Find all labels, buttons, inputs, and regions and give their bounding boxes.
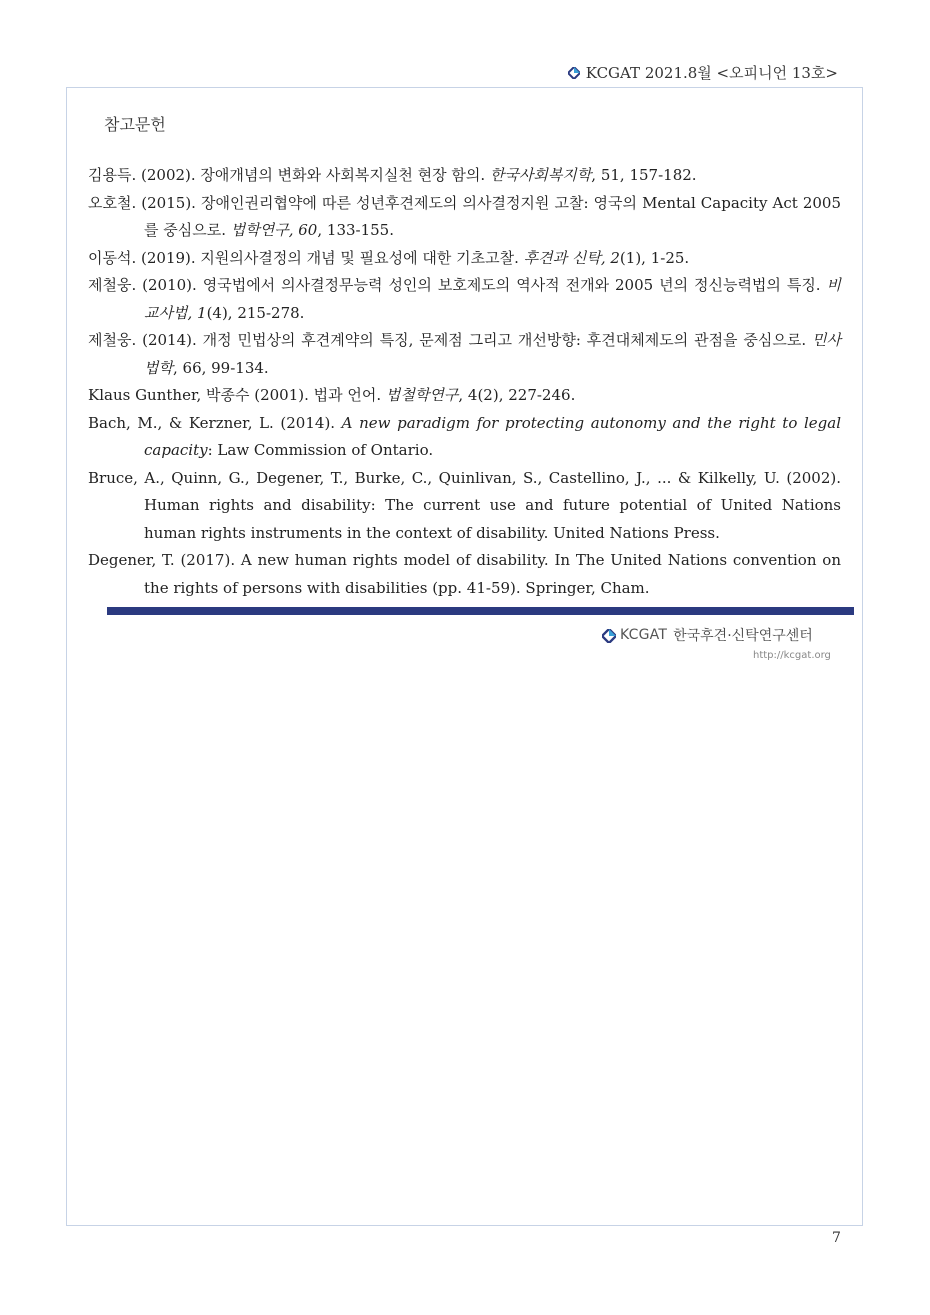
reference-item: Bach, M., & Kerzner, L. (2014). A new paradigm for protecting autonomy and the right to legal capacity: Law Commission of Ontario. [88,413,841,459]
reference-item: 김용득. (2002). 장애개념의 변화와 사회복지실천 현장 함의. 한국사회복지학, 51, 157-182. [88,166,697,184]
reference-item: 이동석. (2019). 지원의사결정의 개념 및 필요성에 대한 기초고찰. 후견과 신탁, 2(1), 1-25. [88,248,690,267]
page-header [568,62,838,83]
diamond-logo-icon [568,67,580,79]
reference-item: Degener, T. (2017). A new human rights model of disability. In The United Nations convention on the rights of persons with disabilities (pp. 41-59). Springer, Cham. [88,551,841,597]
reference-item: 오호철. (2015). 장애인권리협약에 따른 성년후견제도의 의사결정지원 고찰: 영국의 Mental Capacity Act 2005를 중심으로. 법학연구, 60, 133-155. [88,193,841,239]
logo-brand: KCGAT [620,627,668,643]
references-title: 참고문헌 [104,115,166,134]
header-text: KCGAT 2021.8월 <오피니언 13호> [585,64,838,82]
reference-list [88,162,841,602]
reference-item: Klaus Gunther, 박종수 (2001). 법과 언어. 법철학연구, 4(2), 227-246. [88,386,576,404]
logo-url: http://kcgat.org [753,650,831,661]
diamond-logo-icon [602,629,614,641]
footer-logo [602,625,813,645]
reference-item: 제철웅. (2010). 영국법에서 의사결정무능력 성인의 보호제도의 역사적 전개와 2005 년의 정신능력법의 특징. 비교사법, 1(4), 215-278. [88,276,841,322]
section-divider-bar [107,607,854,615]
logo-org-name: 한국후견·신탁연구센터 [673,628,813,644]
reference-item: Bruce, A., Quinn, G., Degener, T., Burke, C., Quinlivan, S., Castellino, J., ... & Kilkelly, U. (2002). Human rights and disability: The current use and future potential of United Nations human rights instruments in the context of disability. United Nations Press. [88,468,841,542]
reference-item: 제철웅. (2014). 개정 민법상의 후견계약의 특징, 문제점 그리고 개선방향: 후견대체제도의 관점을 중심으로. 민사법학, 66, 99-134. [88,331,841,377]
page-number: 7 [832,1230,841,1246]
